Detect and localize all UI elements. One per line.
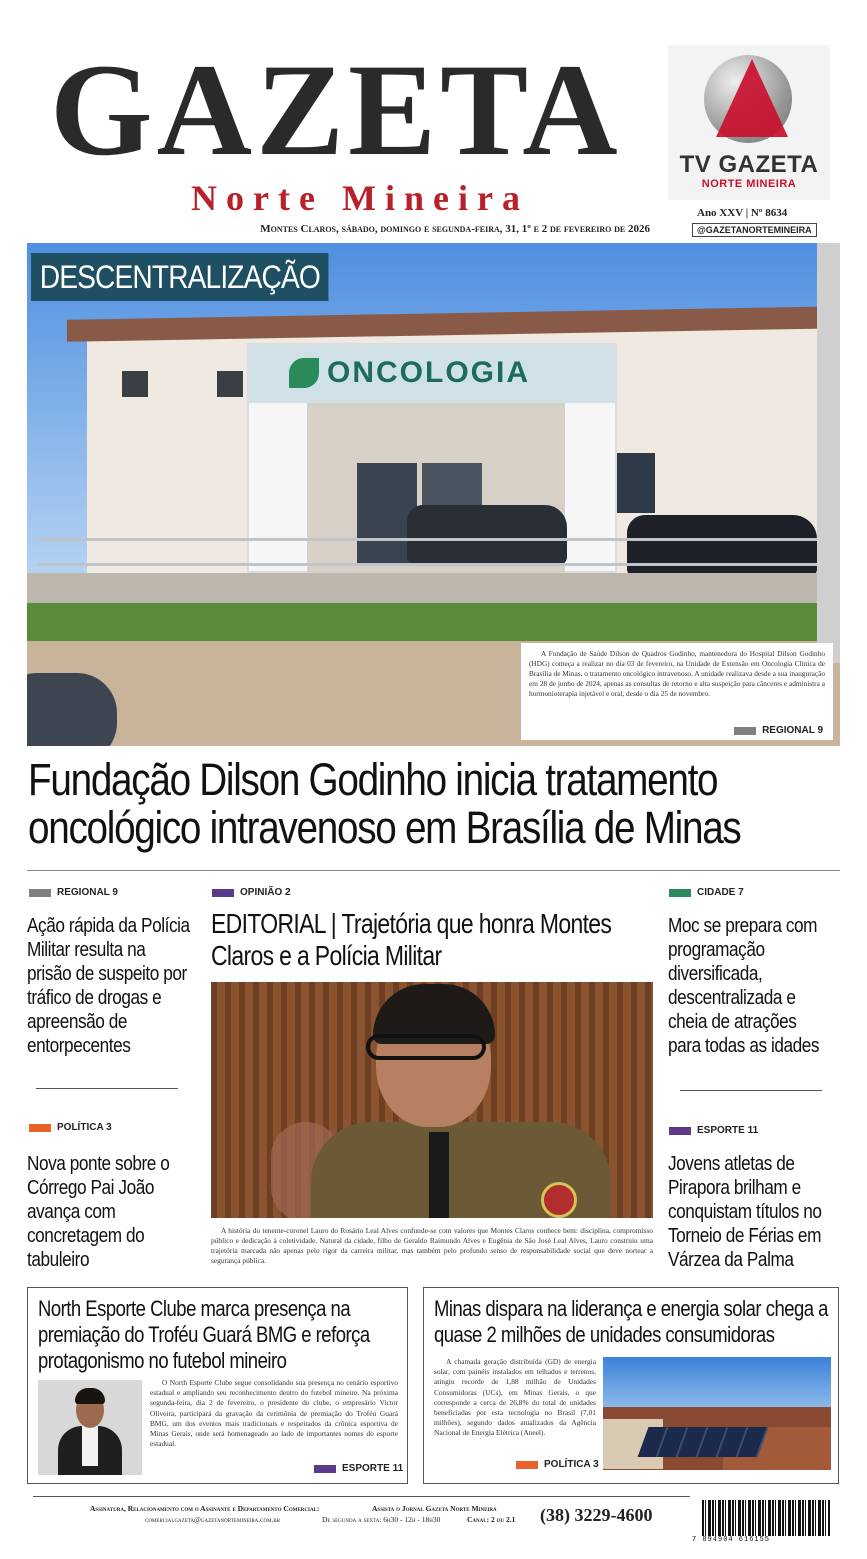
tv-gazeta-logo[interactable] — [668, 45, 830, 200]
dateline: Montes Claros, sábado, domingo e segunda-feira, 31, 1º e 2 de fevereiro de 2026 — [260, 223, 650, 235]
divider — [36, 1088, 178, 1089]
section-tag-politica[interactable]: POLÍTICA 3 — [29, 1122, 112, 1133]
north-esporte-text: O North Esporte Clube segue consolidando sua presença no cenário esportivo estadual e ampliando seu reconhecimento dentro do futebol mineiro. Na próxima segunda-feira, dia 2 de fevereiro, o presidente do clube, o empresário Victor Oliveira, participará da gravação da cerimônia de premiação do Troféu Guará BMG, um dos eventos mais tradicionais e respeitados da crônica esportiva de Minas Gerais, onde será homenageado ao lado de importantes nomes do esporte estadual. — [150, 1378, 398, 1449]
tv-logo-subtitle: NORTE MINEIRA — [701, 178, 797, 190]
section-color-bar — [734, 727, 756, 735]
barcode-digits: 7 894904 616155 — [692, 1536, 771, 1544]
footer-divider — [33, 1496, 690, 1497]
main-headline[interactable]: Fundação Dilson Godinho inicia tratamento oncológico intravenoso em Brasília de Minas — [28, 754, 741, 853]
divider — [680, 1090, 822, 1091]
story-headline-police[interactable]: Ação rápida da Polícia Militar resulta na prisão de suspeito por tráfico de drogas e apreensão de entorpecentes — [27, 915, 190, 1057]
footer-channel: Canal: 2 ou 2.1 — [467, 1515, 516, 1524]
footer-watch: Assista o Jornal Gazeta Norte Mineira — [372, 1504, 497, 1513]
barcode-bars-icon — [702, 1500, 830, 1536]
section-tag-cidade[interactable]: CIDADE 7 — [669, 887, 744, 898]
barcode — [692, 1500, 830, 1546]
hero-caption: A Fundação de Saúde Dilson de Quadros Godinho, mantenedora do Hospital Dilson Godinho (HDG) começa a realizar no dia 03 de fevereiro, na Unidade de Extensão em Oncologia Clínica de Brasília de Minas, o tratamento oncológico intravenoso. A unidade realizava desde a sua inauguração em 28 de junho de 2024, apenas as consultas de retorno e alta suspeição para cânceres e administra a hormonioterapia injetável e oral, desde o dia 25 de novembro. — [529, 649, 825, 698]
oncologia-sign: ONCOLOGIA — [327, 356, 530, 389]
social-handle[interactable]: @GAZETANORTEMINEIRA — [692, 223, 817, 237]
glasses-icon — [366, 1034, 486, 1060]
hero-kicker: DESCENTRALIZAÇÃO — [31, 253, 329, 301]
hero-caption-box — [521, 643, 833, 740]
story-headline-athletes[interactable]: Jovens atletas de Pirapora brilham e conquistam títulos no Torneio de Férias em Várzea da Palma — [668, 1153, 822, 1271]
triangle-logo-icon — [716, 59, 788, 137]
tv-logo-name: TV GAZETA — [679, 151, 819, 178]
north-esporte-headline[interactable]: North Esporte Clube marca presença na premiação do Troféu Guará BMG e reforça protagonismo no futebol mineiro — [38, 1296, 370, 1373]
solar-panel-icon — [638, 1427, 769, 1457]
section-tag-politica-box[interactable]: POLÍTICA 3 — [516, 1459, 599, 1470]
edition-number: Ano XXV | Nº 8634 — [697, 207, 788, 219]
footer-hours: De segunda a sexta: 6h30 - 12h - 18h30 — [322, 1515, 441, 1524]
story-headline-moc[interactable]: Moc se prepara com programação diversificada, descentralizada e cheia de atrações para todas as idades — [668, 915, 820, 1057]
police-badge-icon — [541, 1182, 577, 1218]
club-president-photo — [38, 1380, 142, 1475]
story-headline-bridge[interactable]: Nova ponte sobre o Córrego Pai João avança com concretagem do tabuleiro — [27, 1153, 170, 1271]
hero-section-tag[interactable]: REGIONAL 9 — [734, 726, 823, 736]
section-tag-esporte-box[interactable]: ESPORTE 11 — [314, 1463, 403, 1474]
solar-energy-text: A chamada geração distribuída (GD) de energia solar, com painéis instalados em telhados e terrenos, atingiu recorde de 1,88 milhão de Unidades Consumidoras (UCs), em Minas Gerais, o que corresponde a cerca de 26,8% do total de unidades beneficiadas por esta tecnologia no Brasil (7,01 milhões), segundo dados atualizados da Agência Nacional de Energia Elétrica (Aneel). — [434, 1357, 596, 1438]
footer-phone[interactable]: (38) 3229-4600 — [540, 1505, 653, 1525]
car — [627, 515, 817, 577]
section-tag-regional[interactable]: REGIONAL 9 — [29, 887, 118, 898]
divider — [27, 870, 840, 871]
masthead-title: GAZETA — [50, 36, 622, 183]
footer-subscription: Assinatura, Relacionamento com o Assinante e Departamento Comercial: — [90, 1504, 320, 1513]
car — [407, 505, 567, 565]
masthead-subtitle: Norte Mineira — [191, 178, 529, 218]
solar-energy-headline[interactable]: Minas dispara na liderança e energia solar chega a quase 2 milhões de unidades consumidoras — [434, 1296, 828, 1347]
section-tag-esporte[interactable]: ESPORTE 11 — [669, 1125, 758, 1136]
footer-email[interactable]: comercialgazeta@gazetanortemineira.com.br — [145, 1515, 281, 1524]
officer-portrait-photo[interactable] — [211, 982, 653, 1218]
solar-panels-photo — [603, 1357, 831, 1470]
editorial-caption: A história do tenente-coronel Lauro do Rosário Leal Alves confunde-se com valores que Montes Claros conhece bem: disciplina, compromisso público e dedicação à coletividade. Natural da cidade, filho de Geraldo Raimundo Alves e Eugênia de São José Leal Alves, Lauro construiu uma trajetória marcada não apenas pelo rigor da carreira militar, mas também pelo profundo senso de responsabilidade social que deve nortear a segurança pública. — [211, 1226, 653, 1265]
editorial-headline[interactable]: EDITORIAL | Trajetória que honra Montes Claros e a Polícia Militar — [211, 908, 612, 971]
hospital-leaf-icon — [289, 358, 319, 388]
section-tag-opiniao[interactable]: OPINIÃO 2 — [212, 887, 291, 898]
